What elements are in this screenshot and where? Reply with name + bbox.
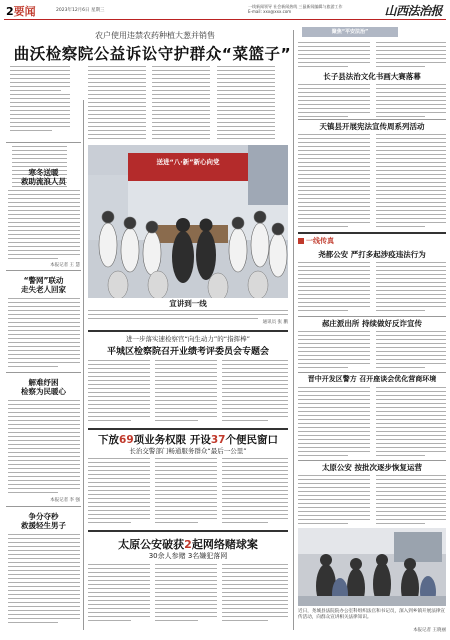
lead-kicker: 农户使用违禁农药种植大葱并销售	[95, 31, 215, 40]
lead-body-col1	[10, 66, 70, 134]
right-bottom-credit: 本报记者 王晓丽	[413, 628, 446, 633]
right-brief3-headline: 晋中开发区警方 召开座谈会优化营商环境	[307, 375, 437, 383]
story4-headline: 太原公安破获2起网络赌球案	[118, 538, 258, 551]
right-brief1-col1	[298, 262, 370, 314]
mid-story-subheadline: 进一步落实速检察官“向生动力”的“指挥棒”	[126, 335, 250, 343]
right-brief2-headline: 郝庄派出所 持续做好反诈宣传	[321, 319, 423, 328]
story3-headline: 下放69项业务权限 开设37个便民窗口	[98, 434, 278, 446]
right-story2-headline: 天镇县开展宪法宣传周系列活动	[319, 122, 425, 131]
story3-col3	[222, 458, 288, 526]
yixian-section-label: 一线传真	[298, 236, 334, 246]
lead-body-col3	[152, 66, 210, 142]
mid-story-rule	[88, 330, 288, 332]
story3-rule	[88, 428, 288, 430]
right-brief4-headline: 太原公安 按批次逐步恢复运营	[321, 463, 423, 472]
page-header	[0, 0, 450, 20]
lead-photo-image	[88, 145, 288, 298]
right-brief3-col1	[298, 387, 370, 459]
mid-story-col2	[155, 360, 217, 424]
story3-subheadline: 长治交警部门畅通服务群众“最后一公里”	[129, 447, 247, 455]
right-brief2-col1	[298, 331, 370, 371]
story4-count: 2	[184, 538, 192, 551]
page-number: 2要闻	[6, 5, 36, 18]
right-rule-2	[298, 232, 446, 234]
right-story1-col2	[376, 84, 446, 120]
story4-col1	[88, 564, 150, 624]
left-item-1-headline: 寒冬送暖 救助流浪人员	[21, 168, 66, 186]
left-rule-3	[6, 372, 81, 373]
story4-rule	[88, 530, 288, 532]
story4-subheadline: 30余人参赌 3名嫌犯落网	[148, 552, 228, 560]
story3-count-2: 37	[210, 434, 226, 446]
right-brief4-col2	[376, 475, 446, 527]
left-rule-1	[6, 142, 81, 143]
left-item-2-headline: “警网”联动 走失老人回家	[21, 276, 66, 294]
right-rule-1	[298, 119, 446, 120]
left-column-divider	[83, 100, 84, 630]
right-rule-3	[298, 316, 446, 317]
right-brief1-col2	[376, 262, 446, 314]
photo-credit: 通讯员 张 鹏	[262, 320, 288, 325]
right-section-banner: 聚焦“平安法治”	[302, 27, 398, 37]
photo-title: 宣讲到一线	[169, 299, 207, 308]
left-item-1-credit: 本报记者 王 慧	[50, 263, 80, 268]
story3-col1	[88, 458, 150, 526]
lead-body-col2	[88, 66, 146, 142]
right-rule-5	[298, 460, 446, 461]
left-item-2-body	[8, 298, 80, 370]
left-item-3-credit: 本报记者 李 强	[50, 498, 80, 503]
right-bottom-photo-caption: 近日，尧城县法院院办公室科组织法官和书记员，深入到乡镇开展法律宣传活动，向群众宣讲相关法律知识。	[298, 609, 446, 620]
right-rule-4	[298, 372, 446, 373]
right-brief2-col2	[376, 331, 446, 371]
story3-col2	[155, 458, 217, 526]
right-brief3-col2	[376, 387, 446, 459]
right-bottom-photo-image	[298, 528, 446, 606]
right-story1-col1	[298, 84, 370, 120]
story3-count-1: 69	[119, 434, 134, 446]
left-item-4-headline: 争分夺秒 救援轻生男子	[21, 512, 66, 530]
photo-banner-text: 送进“八·新”新心向党	[156, 158, 220, 166]
masthead-logo: 山西法治报	[384, 4, 442, 18]
left-item-3-headline: 解难纾困 检察为民暖心	[21, 378, 66, 396]
page-date: 2023年12月6日 星期三	[56, 8, 105, 13]
lead-photo	[88, 145, 288, 298]
right-story2-col2	[376, 134, 446, 230]
lead-headline: 曲沃检察院公益诉讼守护群众“菜篮子”	[13, 45, 292, 63]
mid-story-col1	[88, 360, 150, 424]
right-story0-col1	[298, 42, 370, 70]
left-item-1-body	[8, 190, 80, 262]
left-item-4-body	[8, 534, 80, 626]
right-story0-col2	[376, 42, 446, 70]
story4-col3	[222, 564, 288, 624]
right-story1-headline: 长子县法治文化书画大赛落幕	[323, 72, 421, 81]
header-rule	[4, 19, 446, 20]
story4-col2	[155, 564, 217, 624]
lead-body-col4	[217, 66, 275, 142]
right-bottom-photo	[298, 528, 446, 606]
left-rule-4	[6, 506, 81, 507]
header-contact-info: 一线新闻领导 社会新闻热线 三鼠新闻编辑与旅游工作 E-mail: xxx@xxx.com	[248, 4, 343, 14]
left-rule-2	[6, 270, 81, 271]
mid-story-col3	[222, 360, 288, 424]
right-brief1-headline: 尧都公安 严打多起涉疫违法行为	[318, 250, 426, 259]
right-brief4-col1	[298, 475, 370, 527]
left-item-3-body	[8, 400, 80, 496]
right-column-divider	[293, 30, 294, 630]
right-story2-col1	[298, 134, 370, 230]
mid-story-headline: 平城区检察院召开业绩考评委员会专题会	[106, 347, 269, 357]
section-marker-icon	[298, 238, 304, 244]
